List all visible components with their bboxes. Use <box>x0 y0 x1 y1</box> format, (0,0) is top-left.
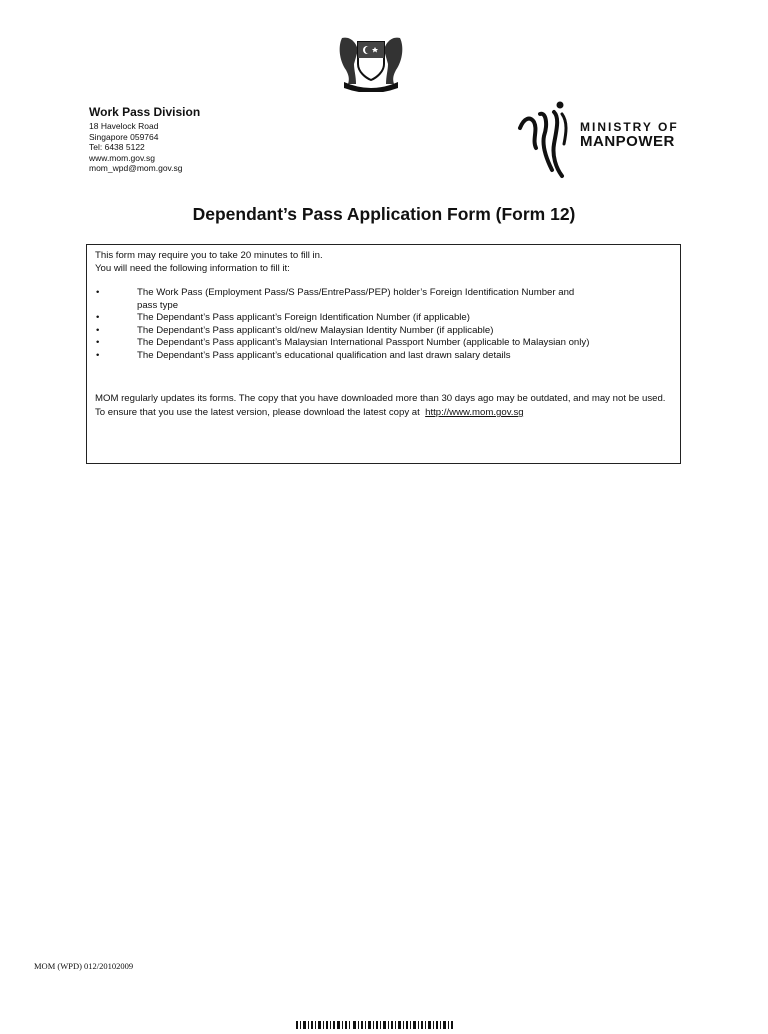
logo-line-ministry: MINISTRY OF <box>580 120 679 134</box>
list-item-text: The Dependant’s Pass applicant’s Foreign Identification Number (if applicable) <box>137 312 470 323</box>
bullet-icon: • <box>96 337 100 348</box>
list-item-continuation <box>95 300 672 313</box>
logo-line-manpower: MANPOWER <box>580 133 675 150</box>
list-item <box>95 325 672 338</box>
bullet-icon: • <box>96 349 100 361</box>
bullet-icon: • <box>96 312 100 323</box>
division-address-line: 18 Havelock Road <box>89 121 159 131</box>
update-notice <box>95 392 672 420</box>
bullet-icon: • <box>96 324 100 336</box>
instructions-box <box>86 244 681 464</box>
division-phone-line: Tel: 6438 5122 <box>89 142 145 152</box>
division-website-line: www.mom.gov.sg <box>89 152 155 163</box>
list-item-text: pass type <box>137 299 179 311</box>
mom-swirl-logo-icon <box>516 100 580 180</box>
list-item-text: The Work Pass (Employment Pass/S Pass/EntrePass/PEP) holder’s Foreign Identification Number and <box>137 287 575 298</box>
list-item <box>95 312 672 325</box>
ministry-of-manpower-logo <box>516 100 686 180</box>
list-item <box>95 350 672 363</box>
singapore-coat-of-arms-icon <box>336 30 406 92</box>
bullet-icon: • <box>96 287 100 298</box>
form-code: MOM (WPD) 012/20102009 <box>34 961 134 971</box>
mom-website-link[interactable]: http://www.mom.gov.sg <box>425 407 524 418</box>
barcode-icon <box>296 1016 454 1024</box>
list-item <box>95 287 672 300</box>
required-info-list <box>95 287 672 362</box>
division-title: Work Pass Division <box>89 105 201 119</box>
list-item-text: The Dependant’s Pass applicant’s old/new Malaysian Identity Number (if applicable) <box>137 324 494 336</box>
list-item <box>95 337 672 350</box>
list-item-text: The Dependant’s Pass applicant’s educational qualification and last drawn salary details <box>137 349 511 361</box>
division-contact-block <box>89 105 200 174</box>
intro-line: You will need the following information to fill it: <box>95 262 290 274</box>
division-email-line: mom_wpd@mom.gov.sg <box>89 163 183 173</box>
division-postal-line: Singapore 059764 <box>89 131 159 142</box>
intro-line: This form may require you to take 20 minutes to fill in. <box>95 250 323 261</box>
update-notice-text: MOM regularly updates its forms. The copy that you have downloaded more than 30 days ago may be outdated, and may not be used. To ensure that you use the latest version, please download the latest copy at <box>95 393 666 418</box>
form-title: Dependant’s Pass Application Form (Form 12) <box>192 204 576 224</box>
list-item-text: The Dependant’s Pass applicant’s Malaysian International Passport Number (applicable to Malaysian only) <box>137 337 590 348</box>
